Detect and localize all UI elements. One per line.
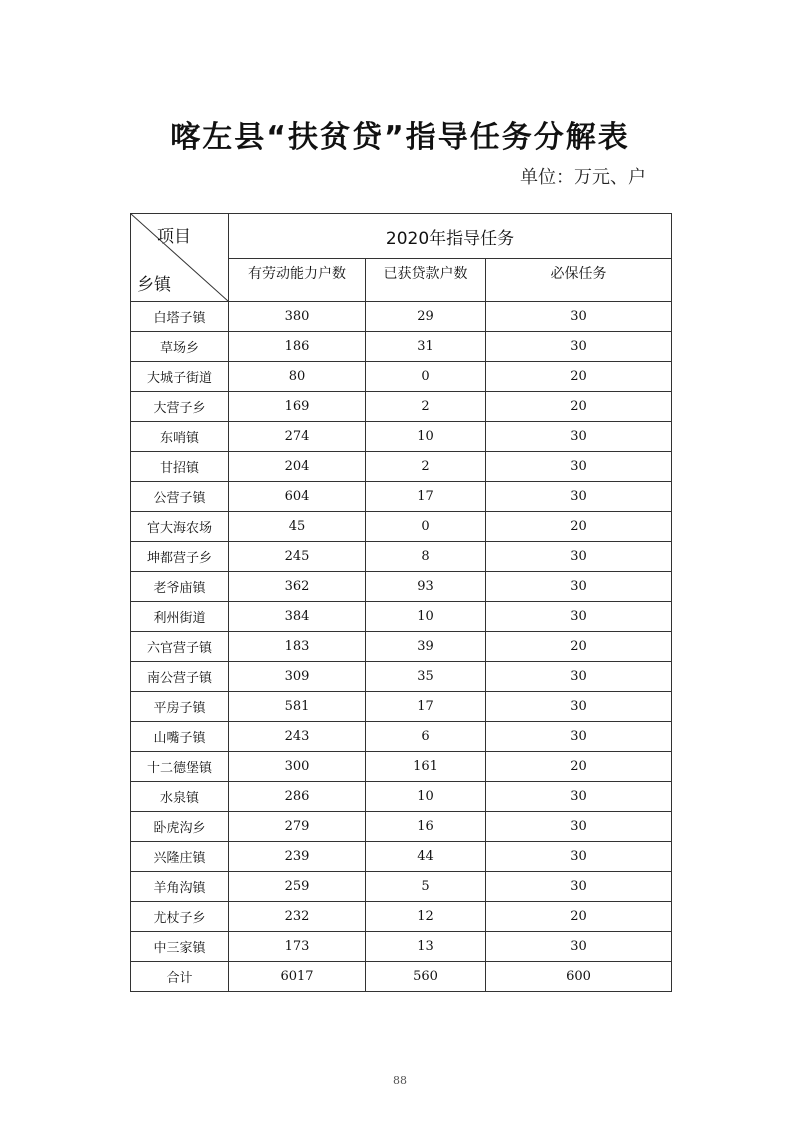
labor-households: 243	[229, 722, 366, 752]
guaranteed-task: 20	[486, 362, 672, 392]
column-header-loans: 已获贷款户数	[366, 259, 486, 302]
guaranteed-task: 30	[486, 812, 672, 842]
table-row	[131, 812, 672, 842]
guaranteed-task: 20	[486, 392, 672, 422]
labor-households: 309	[229, 662, 366, 692]
guaranteed-task: 30	[486, 302, 672, 332]
table-row	[131, 302, 672, 332]
township-name: 十二德堡镇	[131, 752, 229, 782]
labor-households: 239	[229, 842, 366, 872]
loan-households: 17	[366, 482, 486, 512]
loan-households: 12	[366, 902, 486, 932]
loan-households: 6	[366, 722, 486, 752]
diagonal-header-cell	[131, 214, 229, 302]
table-row	[131, 422, 672, 452]
total-label: 合计	[131, 962, 229, 992]
guaranteed-task: 30	[486, 782, 672, 812]
labor-households: 45	[229, 512, 366, 542]
loan-households: 31	[366, 332, 486, 362]
guaranteed-task: 30	[486, 932, 672, 962]
column-header-task: 必保任务	[486, 259, 672, 302]
labor-households: 384	[229, 602, 366, 632]
labor-households: 169	[229, 392, 366, 422]
table-row	[131, 752, 672, 782]
township-name: 南公营子镇	[131, 662, 229, 692]
document-title: 喀左县“扶贫贷”指导任务分解表	[170, 120, 630, 155]
total-labor-households: 6017	[229, 962, 366, 992]
labor-households: 300	[229, 752, 366, 782]
labor-households: 274	[229, 422, 366, 452]
guaranteed-task: 20	[486, 902, 672, 932]
township-name: 官大海农场	[131, 512, 229, 542]
labor-households: 286	[229, 782, 366, 812]
loan-households: 10	[366, 602, 486, 632]
table-row	[131, 572, 672, 602]
guaranteed-task: 30	[486, 842, 672, 872]
guaranteed-task: 30	[486, 482, 672, 512]
guaranteed-task: 30	[486, 872, 672, 902]
guaranteed-task: 30	[486, 602, 672, 632]
township-name: 白塔子镇	[131, 302, 229, 332]
table-row	[131, 512, 672, 542]
unit-label: 单位：万元、户	[520, 167, 646, 188]
labor-households: 259	[229, 872, 366, 902]
loan-households: 17	[366, 692, 486, 722]
township-name: 卧虎沟乡	[131, 812, 229, 842]
township-name: 东哨镇	[131, 422, 229, 452]
loan-households: 44	[366, 842, 486, 872]
loan-households: 35	[366, 662, 486, 692]
township-name: 兴隆庄镇	[131, 842, 229, 872]
table-row	[131, 542, 672, 572]
township-name: 大营子乡	[131, 392, 229, 422]
township-name: 草场乡	[131, 332, 229, 362]
table-row	[131, 362, 672, 392]
township-name: 中三家镇	[131, 932, 229, 962]
table-row	[131, 632, 672, 662]
loan-households: 13	[366, 932, 486, 962]
loan-households: 2	[366, 452, 486, 482]
township-name: 六官营子镇	[131, 632, 229, 662]
labor-households: 232	[229, 902, 366, 932]
group-header: 2020年指导任务	[229, 214, 672, 259]
labor-households: 380	[229, 302, 366, 332]
diagonal-bottom-label: 乡镇	[137, 275, 171, 295]
labor-households: 604	[229, 482, 366, 512]
table-row	[131, 452, 672, 482]
loan-households: 8	[366, 542, 486, 572]
loan-households: 2	[366, 392, 486, 422]
guaranteed-task: 20	[486, 512, 672, 542]
guaranteed-task: 30	[486, 692, 672, 722]
township-name: 山嘴子镇	[131, 722, 229, 752]
labor-households: 581	[229, 692, 366, 722]
table-row	[131, 782, 672, 812]
labor-households: 245	[229, 542, 366, 572]
guaranteed-task: 20	[486, 752, 672, 782]
table-row	[131, 602, 672, 632]
task-table	[130, 213, 672, 992]
table-row	[131, 692, 672, 722]
guaranteed-task: 30	[486, 332, 672, 362]
loan-households: 39	[366, 632, 486, 662]
township-name: 尤杖子乡	[131, 902, 229, 932]
total-row	[131, 962, 672, 992]
township-name: 坤都营子乡	[131, 542, 229, 572]
page-number: 88	[393, 1074, 407, 1087]
guaranteed-task: 20	[486, 632, 672, 662]
labor-households: 279	[229, 812, 366, 842]
guaranteed-task: 30	[486, 722, 672, 752]
guaranteed-task: 30	[486, 422, 672, 452]
township-name: 平房子镇	[131, 692, 229, 722]
loan-households: 93	[366, 572, 486, 602]
table-row	[131, 722, 672, 752]
loan-households: 10	[366, 422, 486, 452]
guaranteed-task: 30	[486, 542, 672, 572]
guaranteed-task: 30	[486, 572, 672, 602]
table-row	[131, 902, 672, 932]
guaranteed-task: 30	[486, 452, 672, 482]
table-row	[131, 872, 672, 902]
diagonal-top-label: 项目	[157, 227, 191, 247]
township-name: 大城子街道	[131, 362, 229, 392]
township-name: 利州街道	[131, 602, 229, 632]
table-row	[131, 392, 672, 422]
loan-households: 10	[366, 782, 486, 812]
loan-households: 0	[366, 512, 486, 542]
township-name: 公营子镇	[131, 482, 229, 512]
total-loan-households: 560	[366, 962, 486, 992]
labor-households: 80	[229, 362, 366, 392]
loan-households: 161	[366, 752, 486, 782]
table-row	[131, 332, 672, 362]
table-row	[131, 482, 672, 512]
guaranteed-task: 30	[486, 662, 672, 692]
table-row	[131, 932, 672, 962]
labor-households: 186	[229, 332, 366, 362]
loan-households: 0	[366, 362, 486, 392]
labor-households: 173	[229, 932, 366, 962]
township-name: 水泉镇	[131, 782, 229, 812]
labor-households: 362	[229, 572, 366, 602]
table-row	[131, 662, 672, 692]
township-name: 老爷庙镇	[131, 572, 229, 602]
labor-households: 204	[229, 452, 366, 482]
township-name: 甘招镇	[131, 452, 229, 482]
loan-households: 5	[366, 872, 486, 902]
labor-households: 183	[229, 632, 366, 662]
total-guaranteed-task: 600	[486, 962, 672, 992]
table-row	[131, 842, 672, 872]
column-header-labor: 有劳动能力户数	[229, 259, 366, 302]
loan-households: 29	[366, 302, 486, 332]
loan-households: 16	[366, 812, 486, 842]
township-name: 羊角沟镇	[131, 872, 229, 902]
